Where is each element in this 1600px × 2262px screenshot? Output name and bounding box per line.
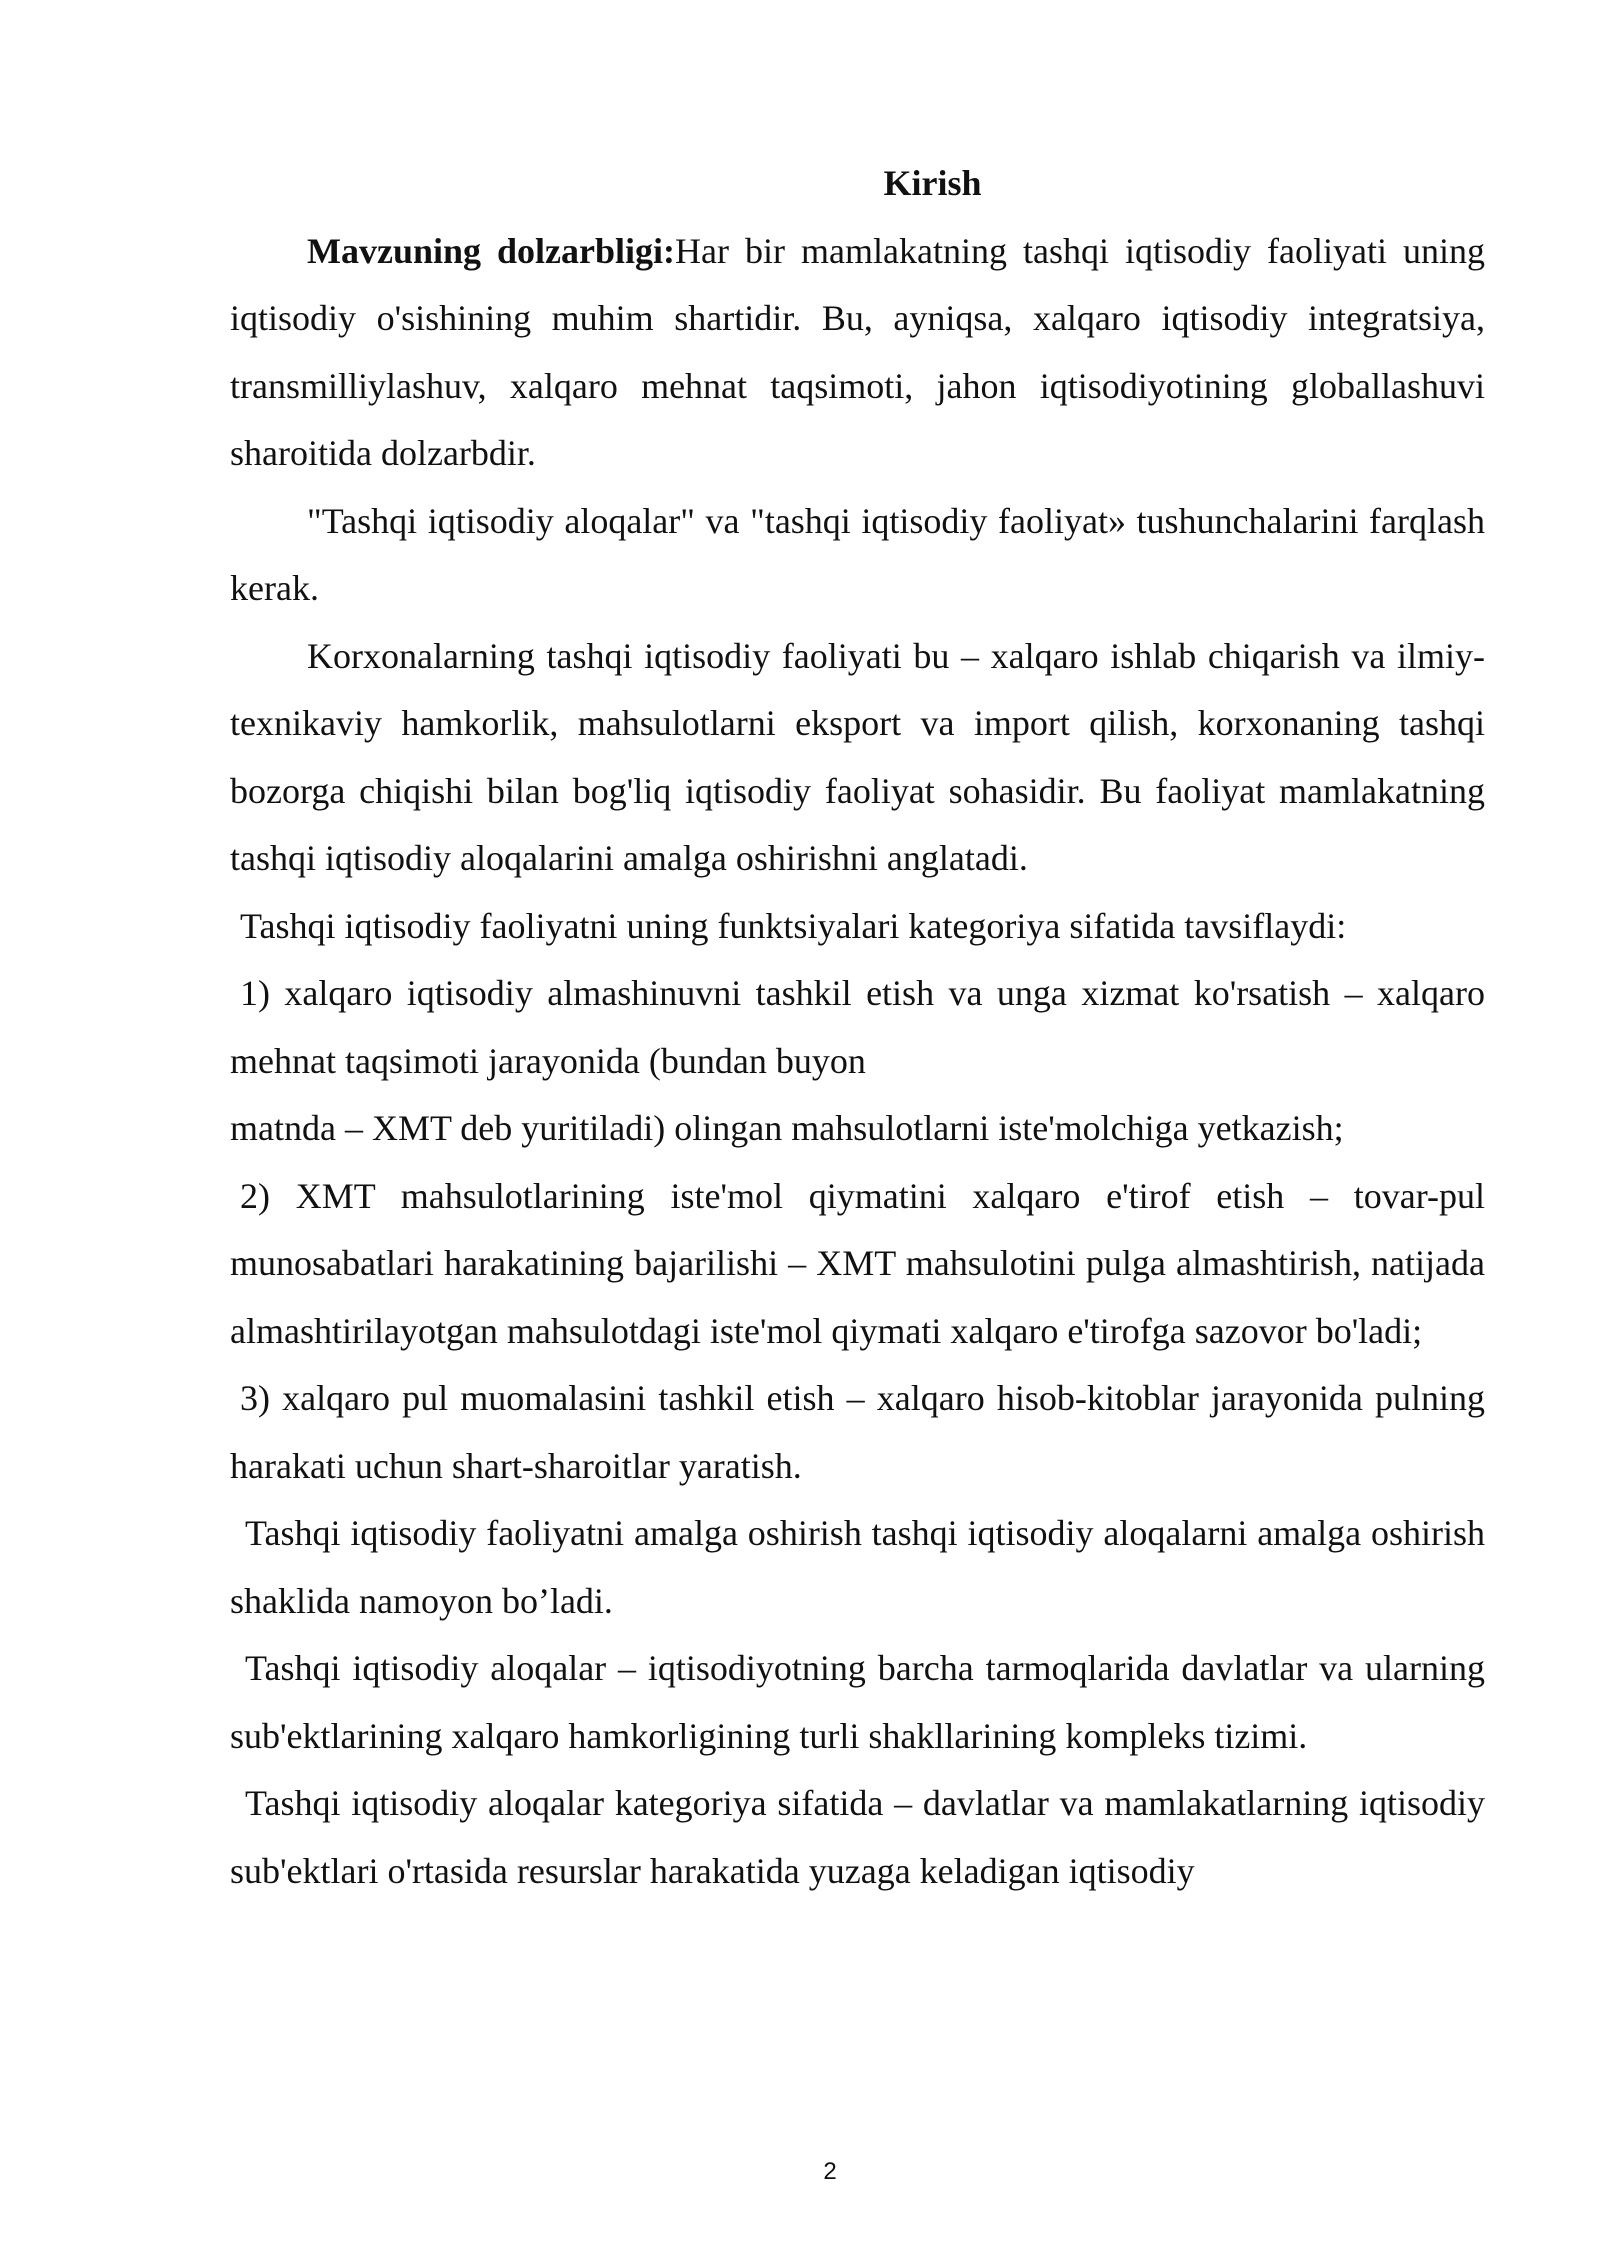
relevance-text: Har bir mamlakatning tashqi iqtisodiy faoliyati uning iqtisodiy o'sishining muhim shartidir. Bu, ayniqsa, xalqaro iqtisodiy integratsiya, transmilliylashuv, xalqaro mehnat taqsimoti, jahon iqtisodiyotining globallashuvi sharoitida dolzarbdir.: [230, 230, 1485, 473]
list-item-1b: matnda – XMT deb yuritiladi) olingan mahsulotlarni iste'molchiga yetkazish;: [230, 1108, 1344, 1148]
paragraph-functions-intro: Tashqi iqtisodiy faoliyatni uning funktsiyalari kategoriya sifatida tavsiflaydi:: [240, 905, 1347, 946]
relevance-heading: Mavzuning dolzarbligi:: [307, 230, 676, 271]
paragraph-implementation: Tashqi iqtisodiy faoliyatni amalga oshirish tashqi iqtisodiy aloqalarni amalga oshirish shaklida namoyon bo’ladi.: [230, 1513, 1485, 1621]
page-content: [230, 150, 1485, 1905]
paragraph-definition: Korxonalarning tashqi iqtisodiy faoliyati bu – xalqaro ishlab chiqarish va ilmiy-texnikaviy hamkorlik, mahsulotlarni eksport va import qilish, korxonaning tashqi bozorga chiqishi bilan bog'liq iqtisodiy faoliyat sohasidir. Bu faoliyat mamlakatning tashqi iqtisodiy aloqalarini amalga oshirishni anglatadi.: [230, 635, 1485, 878]
list-item-2: 2) XMT mahsulotlarining iste'mol qiymatini xalqaro e'tirof etish – tovar-pul munosabatlari harakatining bajarilishi – XMT mahsulotini pulga almashtirish, natijada almashtirilayotgan mahsulotdagi iste'mol qiymati xalqaro e'tirofga sazovor bo'ladi;: [230, 1175, 1485, 1351]
list-item-3: 3) xalqaro pul muomalasini tashkil etish – xalqaro hisob-kitoblar jarayonida pulning harakati uchun shart-sharoitlar yaratish.: [230, 1378, 1485, 1486]
page-title: Kirish: [883, 163, 982, 203]
paragraph-distinction: "Tashqi iqtisodiy aloqalar" va "tashqi iqtisodiy faoliyat» tushunchalarini farqlash kerak.: [230, 500, 1485, 608]
paragraph-relations-definition: Tashqi iqtisodiy aloqalar – iqtisodiyotning barcha tarmoqlarida davlatlar va ularning sub'ektlarining xalqaro hamkorligining turli shakllarining kompleks tizimi.: [230, 1648, 1485, 1756]
list-item-1a: 1) xalqaro iqtisodiy almashinuvni tashkil etish va unga xizmat ko'rsatish – xalqaro mehnat taqsimoti jarayonida (bundan buyon: [230, 973, 1485, 1081]
page-number: 2: [823, 2158, 837, 2185]
paragraph-relevance: [230, 218, 1485, 488]
paragraph-relations-category: Tashqi iqtisodiy aloqalar kategoriya sifatida – davlatlar va mamlakatlarning iqtisodiy sub'ektlari o'rtasida resurslar harakatida yuzaga keladigan iqtisodiy: [230, 1783, 1485, 1891]
